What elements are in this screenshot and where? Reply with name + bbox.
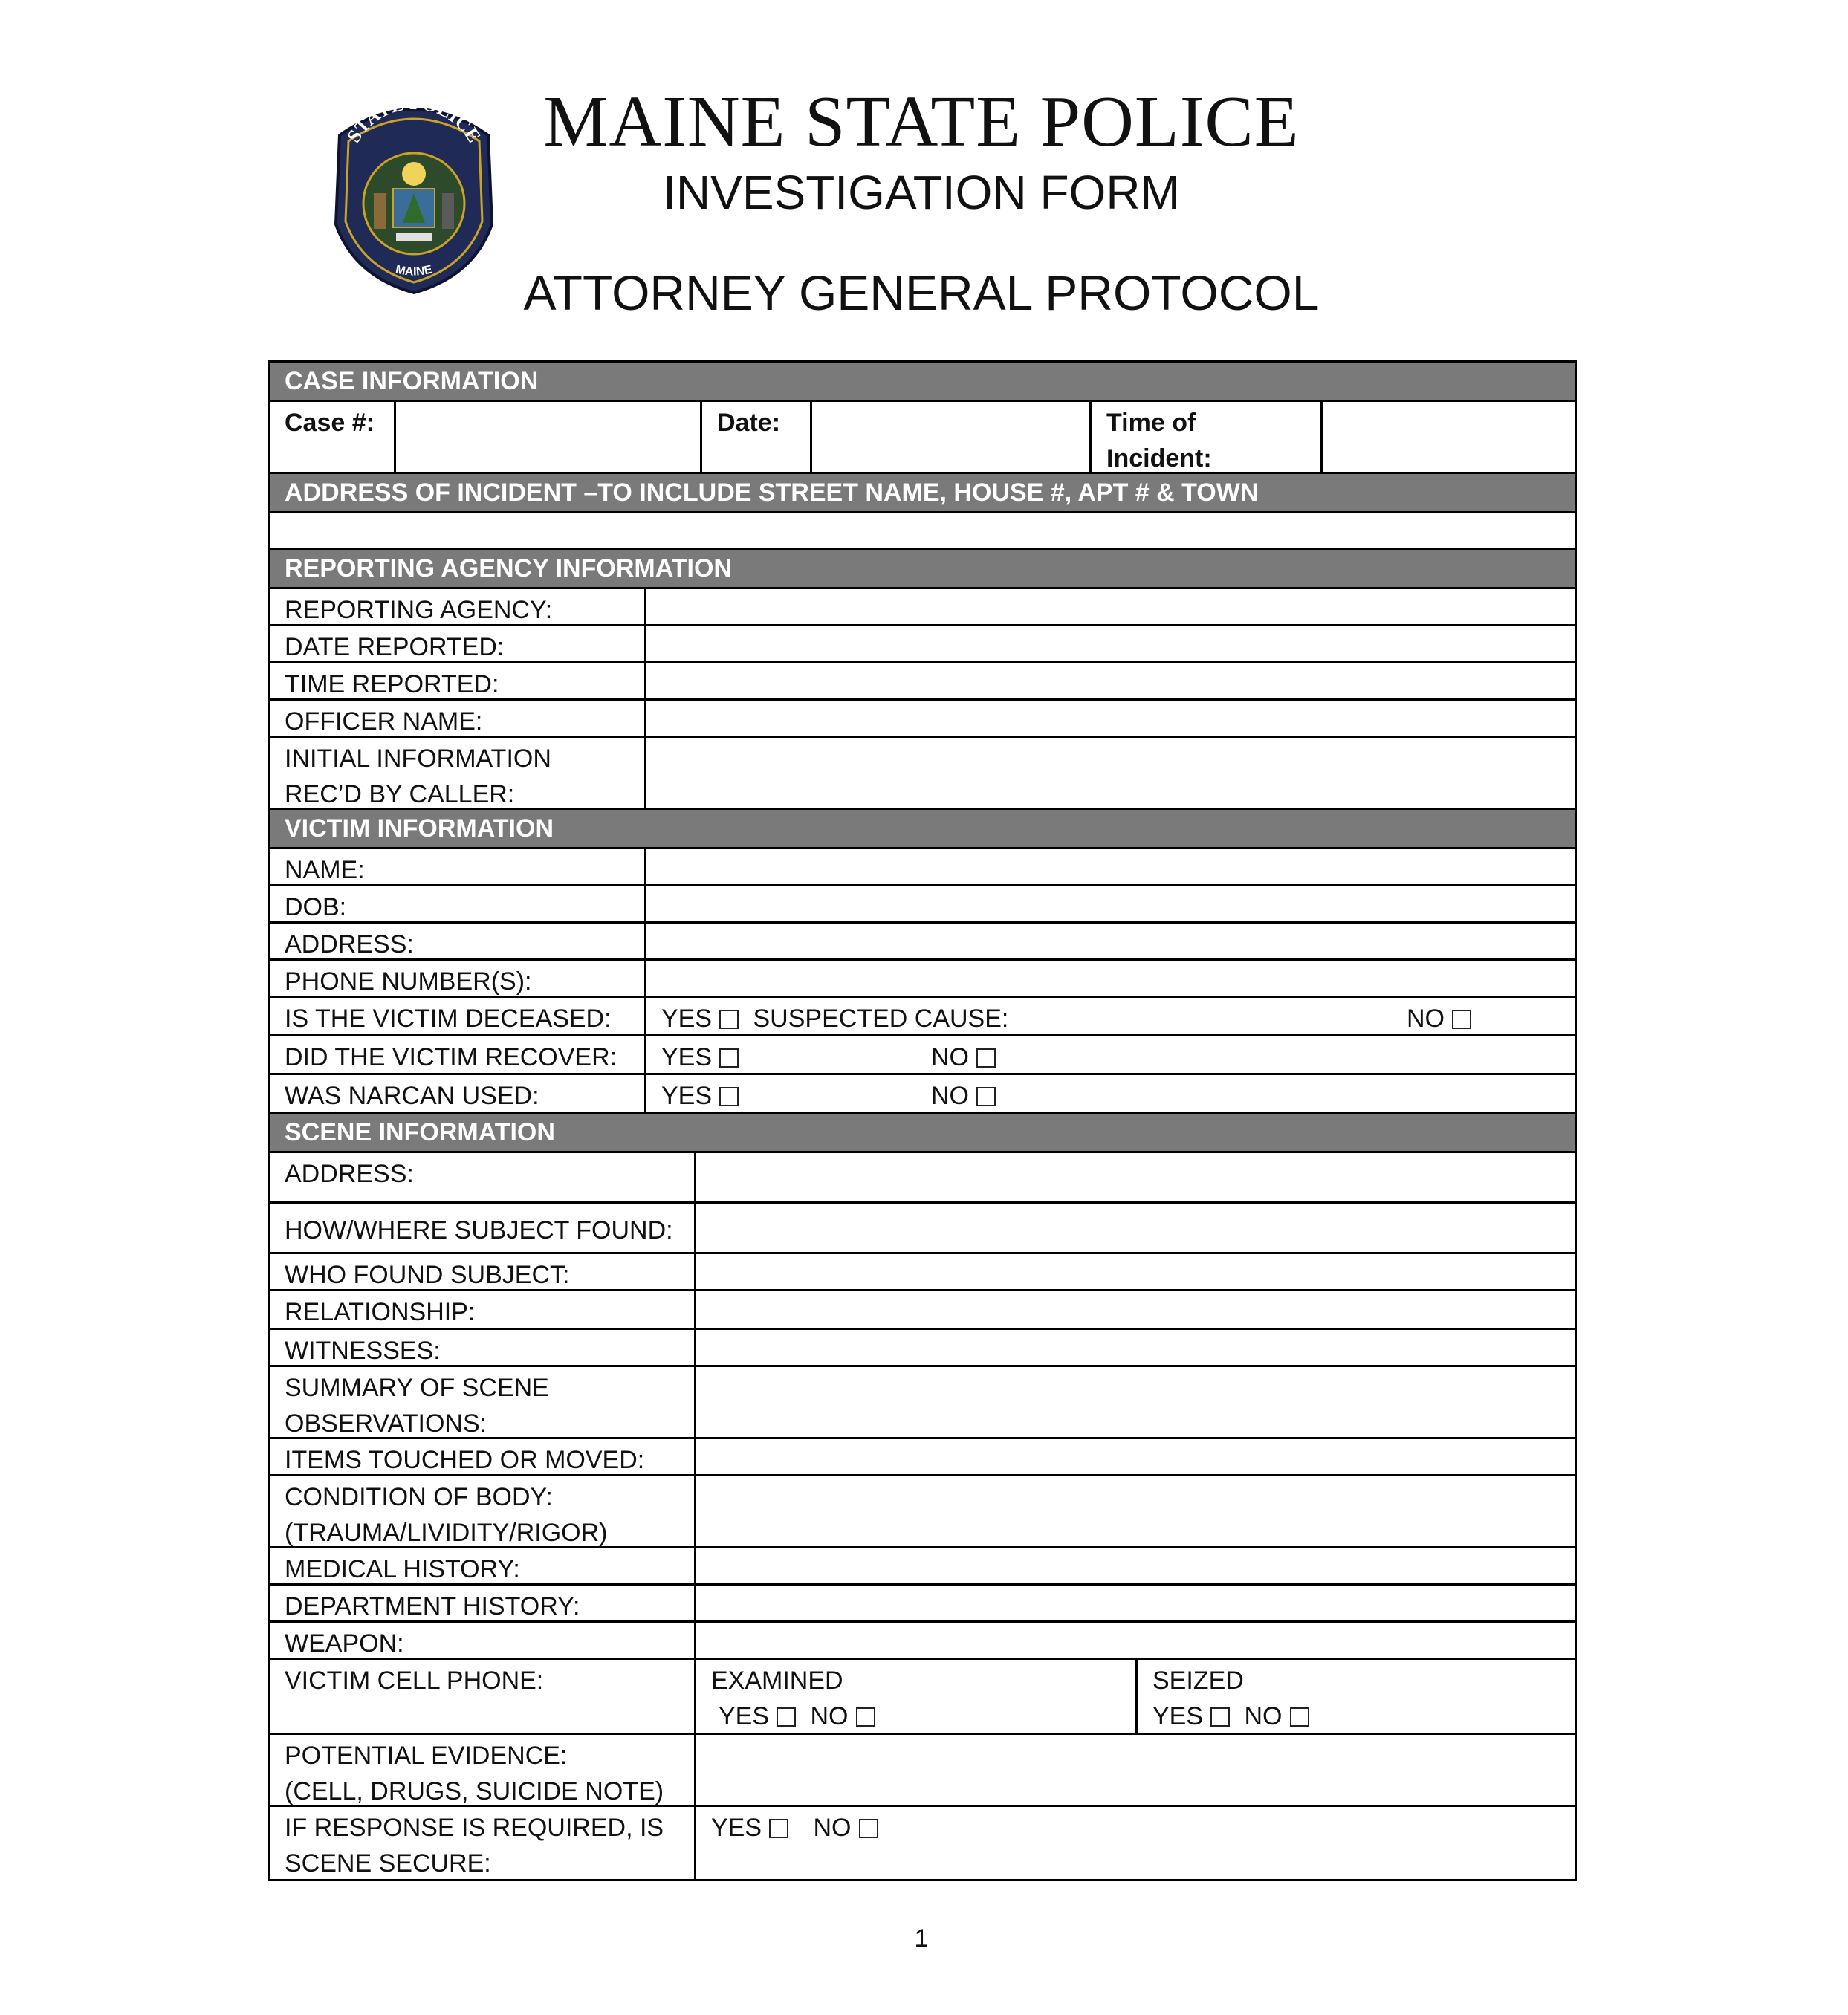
protocol-title: ATTORNEY GENERAL PROTOCOL [523, 265, 1320, 320]
patch-bottom-text: MAINE [394, 263, 434, 279]
form-row [270, 1660, 1575, 1735]
form-row [270, 1367, 1575, 1439]
medical-history-label: MEDICAL HISTORY: [270, 1548, 696, 1583]
page-number: 1 [914, 1924, 929, 1953]
suspected-cause-label: SUSPECTED CAUSE: [753, 1005, 1009, 1033]
department-history-field[interactable] [696, 1586, 1575, 1620]
form-row [270, 1476, 1575, 1548]
items-touched-field[interactable] [696, 1439, 1575, 1474]
form-row [270, 924, 1575, 961]
victim-dob-label: DOB: [270, 886, 646, 921]
summary-label: SUMMARY OF SCENE OBSERVATIONS: [270, 1367, 696, 1437]
form-row [270, 1075, 1575, 1114]
victim-recover-options [646, 1036, 1575, 1073]
narcan-yes-checkbox[interactable] [719, 1087, 739, 1106]
time-of-incident-label: Time of Incident: [1092, 402, 1323, 472]
who-found-field[interactable] [696, 1254, 1575, 1289]
form-row [270, 1254, 1575, 1291]
officer-name-label: OFFICER NAME: [270, 701, 646, 736]
form-row [270, 1291, 1575, 1330]
victim-deceased-options [646, 998, 1575, 1034]
date-label: Date: [702, 402, 812, 472]
recover-no-checkbox[interactable] [976, 1048, 996, 1068]
potential-evidence-label: POTENTIAL EVIDENCE: (CELL, DRUGS, SUICIDE NOTE) [270, 1735, 696, 1805]
date-field[interactable] [812, 402, 1092, 472]
recover-no-option: NO [931, 1039, 996, 1073]
case-number-field[interactable] [396, 402, 702, 472]
page-title: MAINE STATE POLICE [543, 82, 1300, 162]
officer-name-field[interactable] [646, 701, 1575, 736]
witnesses-field[interactable] [696, 1330, 1575, 1365]
cell-phone-seized-group: SEIZED YES NO [1138, 1660, 1575, 1733]
victim-recover-label: DID THE VICTIM RECOVER: [270, 1036, 646, 1073]
address-of-incident-field[interactable] [270, 513, 1575, 550]
condition-of-body-field[interactable] [696, 1476, 1575, 1546]
form-row [270, 738, 1575, 810]
narcan-used-label: WAS NARCAN USED: [270, 1075, 646, 1112]
form-row [270, 1439, 1575, 1476]
potential-evidence-field[interactable] [696, 1735, 1575, 1805]
victim-deceased-label: IS THE VICTIM DECEASED: [270, 998, 646, 1034]
summary-field[interactable] [696, 1367, 1575, 1437]
items-touched-label: ITEMS TOUCHED OR MOVED: [270, 1439, 696, 1474]
scene-address-field[interactable] [696, 1153, 1575, 1201]
investigation-form [268, 360, 1577, 1881]
case-information-header: CASE INFORMATION [270, 363, 1575, 402]
deceased-yes-checkbox[interactable] [719, 1010, 739, 1029]
victim-phone-label: PHONE NUMBER(S): [270, 961, 646, 996]
victim-address-field[interactable] [646, 924, 1575, 958]
scene-secure-no-checkbox[interactable] [859, 1819, 878, 1838]
time-reported-label: TIME REPORTED: [270, 663, 646, 698]
narcan-no-option: NO [931, 1078, 996, 1112]
form-row [270, 998, 1575, 1036]
victim-information-header: VICTIM INFORMATION [270, 810, 1575, 849]
date-reported-label: DATE REPORTED: [270, 626, 646, 661]
how-found-field[interactable] [696, 1204, 1575, 1252]
form-row [270, 589, 1575, 626]
narcan-no-checkbox[interactable] [976, 1087, 996, 1106]
form-row [270, 849, 1575, 886]
victim-name-label: NAME: [270, 849, 646, 884]
form-subtitle: INVESTIGATION FORM [663, 166, 1180, 219]
who-found-label: WHO FOUND SUBJECT: [270, 1254, 696, 1289]
form-row [270, 1807, 1575, 1879]
initial-information-label: INITIAL INFORMATION REC’D BY CALLER: [270, 738, 646, 808]
scene-information-header: SCENE INFORMATION [270, 1114, 1575, 1153]
examined-no-checkbox[interactable] [856, 1707, 875, 1727]
form-row [270, 701, 1575, 738]
relationship-field[interactable] [696, 1291, 1575, 1328]
case-number-label: Case #: [270, 402, 396, 472]
form-row [270, 663, 1575, 701]
date-reported-field[interactable] [646, 626, 1575, 661]
form-row [270, 1204, 1575, 1254]
narcan-used-options [646, 1075, 1575, 1112]
form-row [270, 1735, 1575, 1807]
victim-phone-field[interactable] [646, 961, 1575, 996]
initial-information-field[interactable] [646, 738, 1575, 808]
witnesses-label: WITNESSES: [270, 1330, 696, 1365]
scene-secure-label: IF RESPONSE IS REQUIRED, IS SCENE SECURE: [270, 1807, 696, 1879]
victim-dob-field[interactable] [646, 886, 1575, 921]
scene-secure-yes-checkbox[interactable] [769, 1819, 788, 1838]
form-row [270, 1623, 1575, 1660]
reporting-agency-header: REPORTING AGENCY INFORMATION [270, 550, 1575, 589]
form-row [270, 1330, 1575, 1367]
cell-phone-examined-group: EXAMINED YES NO [696, 1660, 1138, 1733]
examined-label: EXAMINED [711, 1667, 843, 1695]
form-row [270, 1548, 1575, 1586]
time-reported-field[interactable] [646, 663, 1575, 698]
form-row [270, 626, 1575, 663]
recover-yes-option: YES [661, 1043, 739, 1071]
weapon-field[interactable] [696, 1623, 1575, 1658]
victim-cell-phone-label: VICTIM CELL PHONE: [270, 1660, 696, 1733]
victim-name-field[interactable] [646, 849, 1575, 884]
victim-address-label: ADDRESS: [270, 924, 646, 958]
seized-yes-checkbox[interactable] [1210, 1707, 1230, 1727]
department-history-label: DEPARTMENT HISTORY: [270, 1586, 696, 1620]
deceased-no-checkbox[interactable] [1452, 1010, 1471, 1029]
narcan-yes-option: YES [661, 1082, 739, 1110]
case-row [270, 402, 1575, 474]
recover-yes-checkbox[interactable] [719, 1048, 739, 1068]
examined-yes-checkbox[interactable] [777, 1707, 796, 1727]
patch-top-text: STATE POLICE [343, 91, 485, 146]
form-row [270, 886, 1575, 924]
scene-secure-options: YES NO [696, 1807, 1575, 1879]
state-police-patch-logo [325, 91, 503, 297]
form-row [270, 1036, 1575, 1075]
address-of-incident-header: ADDRESS OF INCIDENT –TO INCLUDE STREET NAME, HOUSE #, APT # & TOWN [270, 474, 1575, 513]
condition-of-body-label: CONDITION OF BODY: (TRAUMA/LIVIDITY/RIGOR) [270, 1476, 696, 1546]
weapon-label: WEAPON: [270, 1623, 696, 1658]
time-of-incident-field[interactable] [1323, 402, 1575, 472]
reporting-agency-field[interactable] [646, 589, 1575, 624]
relationship-label: RELATIONSHIP: [270, 1291, 696, 1328]
form-row [270, 961, 1575, 998]
scene-address-label: ADDRESS: [270, 1153, 696, 1201]
reporting-agency-label: REPORTING AGENCY: [270, 589, 646, 624]
form-row [270, 1153, 1575, 1204]
seized-no-checkbox[interactable] [1290, 1707, 1309, 1727]
how-found-label: HOW/WHERE SUBJECT FOUND: [270, 1204, 696, 1252]
medical-history-field[interactable] [696, 1548, 1575, 1583]
deceased-no-option: NO [1407, 1001, 1471, 1034]
seized-label: SEIZED [1152, 1667, 1244, 1695]
deceased-yes-option: YES [661, 1005, 739, 1033]
form-row [270, 1586, 1575, 1623]
